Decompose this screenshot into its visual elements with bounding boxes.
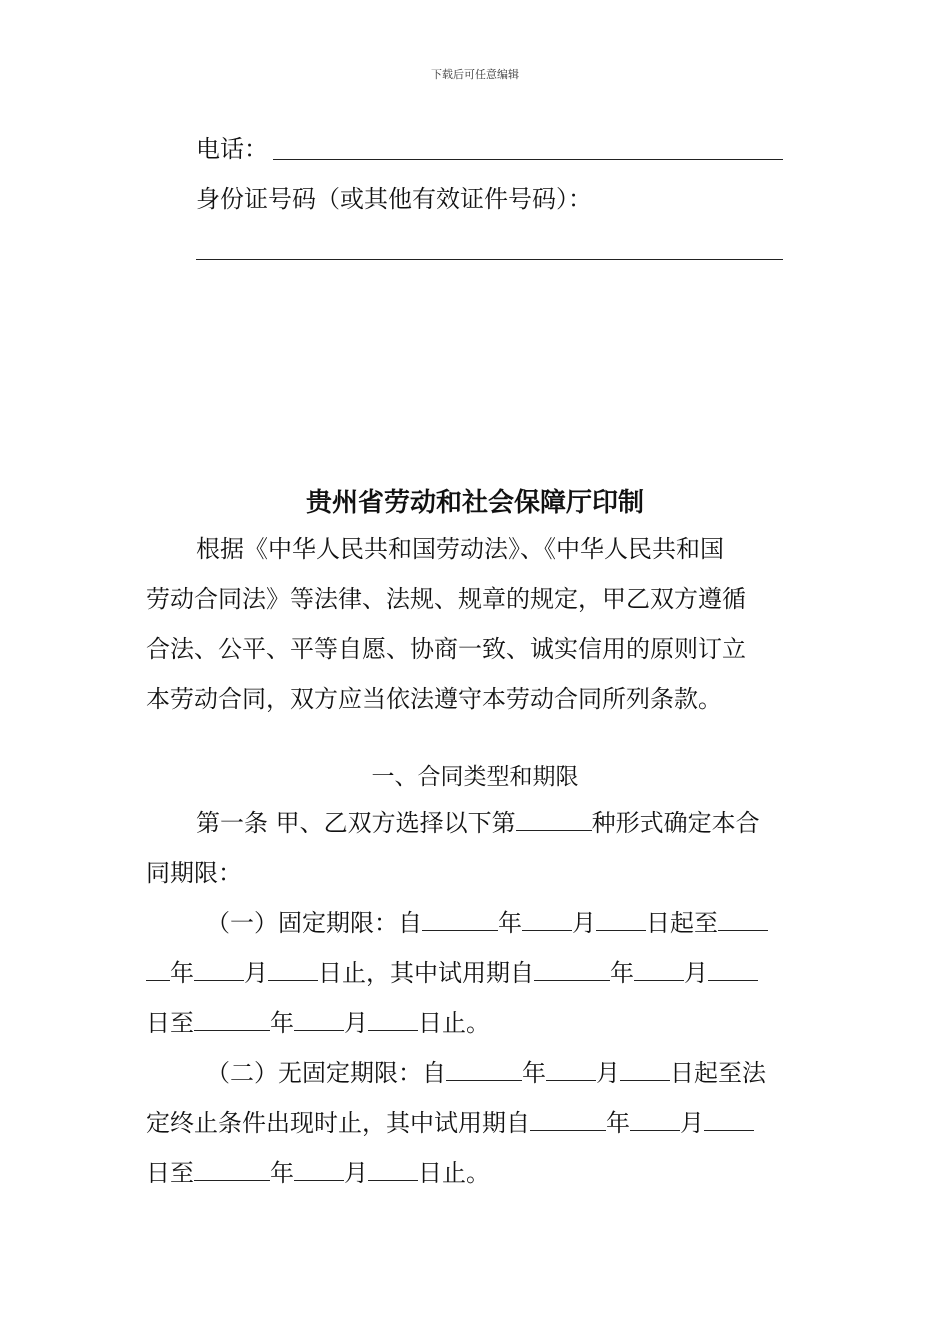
month-label: 月: [680, 1109, 704, 1137]
probation-start-month-blank[interactable]: [634, 958, 684, 981]
end-day-blank[interactable]: [268, 958, 318, 981]
end-label: 日止。: [418, 1159, 490, 1187]
open-term-label: （二）无固定期限：自: [206, 1059, 446, 1087]
form-choice-blank[interactable]: [516, 808, 592, 831]
document-title: 贵州省劳动和社会保障厅印制: [305, 488, 644, 518]
open-probation-end-year-blank[interactable]: [194, 1158, 270, 1181]
month-label: 月: [344, 1159, 368, 1187]
end-year-blank[interactable]: [718, 908, 768, 931]
probation-label: 日止，其中试用期自: [318, 959, 534, 987]
article-1-text-b: 种形式确定本合: [591, 809, 760, 837]
fixed-term-line-3: [146, 1008, 490, 1038]
end-year-blank-cont[interactable]: [146, 958, 170, 981]
month-label: 月: [572, 909, 596, 937]
open-term-line-3: [146, 1158, 490, 1188]
year-label: 年: [170, 959, 194, 987]
year-label: 年: [606, 1109, 630, 1137]
open-probation-start-year-blank[interactable]: [530, 1108, 606, 1131]
open-probation-label: 定终止条件出现时止，其中试用期自: [146, 1109, 530, 1137]
probation-start-year-blank[interactable]: [534, 958, 610, 981]
open-day-from-label: 日起至法: [670, 1059, 766, 1087]
fixed-term-line-2: [146, 958, 758, 988]
id-field[interactable]: [196, 259, 783, 260]
probation-start-day-blank[interactable]: [708, 958, 758, 981]
day-to-label: 日至: [146, 1009, 194, 1037]
day-to-label: 日至: [146, 1159, 194, 1187]
probation-end-month-blank[interactable]: [294, 1008, 344, 1031]
preamble-line-3: 合法、公平、平等自愿、协商一致、诚实信用的原则订立: [146, 635, 746, 663]
open-probation-start-month-blank[interactable]: [630, 1108, 680, 1131]
end-month-blank[interactable]: [194, 958, 244, 981]
year-label: 年: [498, 909, 522, 937]
year-label: 年: [522, 1059, 546, 1087]
article-1-text-a: 第一条 甲、乙双方选择以下第: [196, 809, 516, 837]
month-label: 月: [684, 959, 708, 987]
page-header: 下载后可任意编辑: [431, 68, 519, 81]
open-start-month-blank[interactable]: [546, 1058, 596, 1081]
open-term-line-2: [146, 1108, 754, 1138]
phone-row: [196, 134, 268, 164]
month-label: 月: [344, 1009, 368, 1037]
start-day-blank[interactable]: [596, 908, 646, 931]
phone-label: 电话：: [196, 135, 268, 163]
year-label: 年: [270, 1159, 294, 1187]
day-from-label: 日起至: [646, 909, 718, 937]
fixed-term-label: （一）固定期限：自: [206, 909, 422, 937]
preamble-line-2: 劳动合同法》等法律、法规、规章的规定，甲乙双方遵循: [146, 585, 746, 613]
id-label: 身份证号码（或其他有效证件号码）：: [196, 185, 592, 213]
month-label: 月: [596, 1059, 620, 1087]
open-start-year-blank[interactable]: [446, 1058, 522, 1081]
probation-end-day-blank[interactable]: [368, 1008, 418, 1031]
month-label: 月: [244, 959, 268, 987]
probation-end-year-blank[interactable]: [194, 1008, 270, 1031]
end-label: 日止。: [418, 1009, 490, 1037]
article-1-line-2: 同期限：: [146, 859, 242, 887]
open-term-line-1: [206, 1058, 766, 1088]
preamble-line-1: 根据《中华人民共和国劳动法》、《中华人民共和国: [196, 535, 724, 563]
open-start-day-blank[interactable]: [620, 1058, 670, 1081]
open-probation-end-month-blank[interactable]: [294, 1158, 344, 1181]
year-label: 年: [270, 1009, 294, 1037]
start-year-blank[interactable]: [422, 908, 498, 931]
phone-field[interactable]: [273, 159, 783, 160]
preamble-line-4: 本劳动合同，双方应当依法遵守本劳动合同所列条款。: [146, 685, 722, 713]
year-label: 年: [610, 959, 634, 987]
open-probation-start-day-blank[interactable]: [704, 1108, 754, 1131]
fixed-term-line-1: [206, 908, 768, 938]
article-1-line-1: [196, 808, 760, 838]
start-month-blank[interactable]: [522, 908, 572, 931]
section-heading: 一、合同类型和期限: [371, 764, 579, 790]
open-probation-end-day-blank[interactable]: [368, 1158, 418, 1181]
